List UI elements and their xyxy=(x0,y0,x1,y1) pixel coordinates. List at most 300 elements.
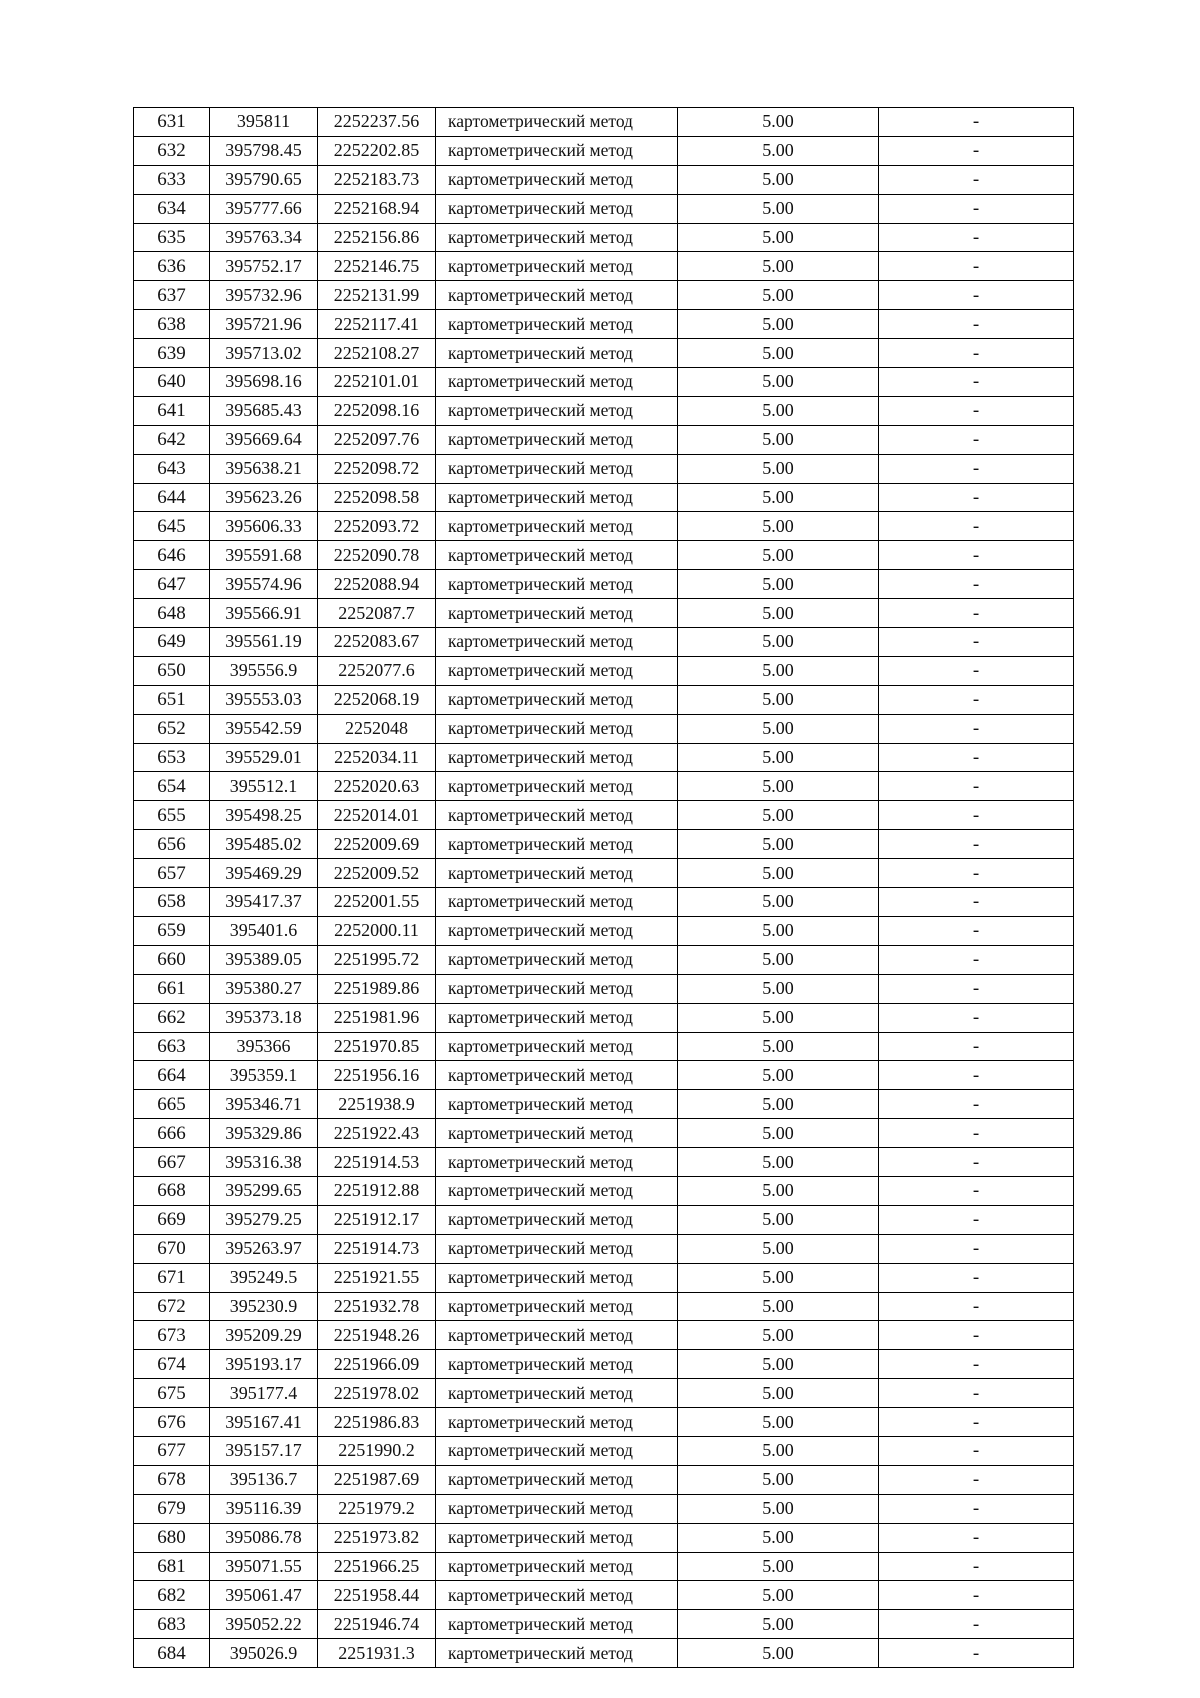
x-coordinate-cell: 395401.6 xyxy=(210,916,318,945)
accuracy-cell: 5.00 xyxy=(678,1523,879,1552)
y-coordinate-cell: 2251912.88 xyxy=(318,1176,436,1205)
y-coordinate-cell: 2252098.16 xyxy=(318,396,436,425)
method-cell: картометрический метод xyxy=(436,1119,678,1148)
method-cell: картометрический метод xyxy=(436,599,678,628)
point-number-cell: 640 xyxy=(134,368,210,397)
note-cell: - xyxy=(879,310,1074,339)
y-coordinate-cell: 2252168.94 xyxy=(318,194,436,223)
note-cell: - xyxy=(879,194,1074,223)
accuracy-cell: 5.00 xyxy=(678,223,879,252)
x-coordinate-cell: 395669.64 xyxy=(210,425,318,454)
note-cell: - xyxy=(879,512,1074,541)
y-coordinate-cell: 2252202.85 xyxy=(318,136,436,165)
note-cell: - xyxy=(879,396,1074,425)
accuracy-cell: 5.00 xyxy=(678,628,879,657)
table-row xyxy=(134,888,1074,917)
x-coordinate-cell: 395116.39 xyxy=(210,1494,318,1523)
accuracy-cell: 5.00 xyxy=(678,454,879,483)
y-coordinate-cell: 2252083.67 xyxy=(318,628,436,657)
note-cell: - xyxy=(879,1350,1074,1379)
accuracy-cell: 5.00 xyxy=(678,1003,879,1032)
point-number-cell: 639 xyxy=(134,339,210,368)
x-coordinate-cell: 395316.38 xyxy=(210,1148,318,1177)
accuracy-cell: 5.00 xyxy=(678,570,879,599)
method-cell: картометрический метод xyxy=(436,1032,678,1061)
y-coordinate-cell: 2251948.26 xyxy=(318,1321,436,1350)
point-number-cell: 644 xyxy=(134,483,210,512)
method-cell: картометрический метод xyxy=(436,454,678,483)
note-cell: - xyxy=(879,281,1074,310)
method-cell: картометрический метод xyxy=(436,1436,678,1465)
table-row xyxy=(134,570,1074,599)
x-coordinate-cell: 395469.29 xyxy=(210,859,318,888)
note-cell: - xyxy=(879,1408,1074,1437)
table-row xyxy=(134,512,1074,541)
note-cell: - xyxy=(879,1552,1074,1581)
method-cell: картометрический метод xyxy=(436,916,678,945)
x-coordinate-cell: 395763.34 xyxy=(210,223,318,252)
point-number-cell: 679 xyxy=(134,1494,210,1523)
table-row xyxy=(134,916,1074,945)
accuracy-cell: 5.00 xyxy=(678,512,879,541)
accuracy-cell: 5.00 xyxy=(678,165,879,194)
table-row xyxy=(134,1263,1074,1292)
point-number-cell: 642 xyxy=(134,425,210,454)
coordinates-table xyxy=(133,107,1074,1668)
point-number-cell: 634 xyxy=(134,194,210,223)
note-cell: - xyxy=(879,1148,1074,1177)
accuracy-cell: 5.00 xyxy=(678,743,879,772)
point-number-cell: 680 xyxy=(134,1523,210,1552)
accuracy-cell: 5.00 xyxy=(678,1321,879,1350)
method-cell: картометрический метод xyxy=(436,368,678,397)
note-cell: - xyxy=(879,1032,1074,1061)
method-cell: картометрический метод xyxy=(436,1176,678,1205)
table-row xyxy=(134,252,1074,281)
table-row xyxy=(134,1234,1074,1263)
point-number-cell: 677 xyxy=(134,1436,210,1465)
accuracy-cell: 5.00 xyxy=(678,859,879,888)
accuracy-cell: 5.00 xyxy=(678,425,879,454)
note-cell: - xyxy=(879,223,1074,252)
point-number-cell: 631 xyxy=(134,108,210,137)
y-coordinate-cell: 2252183.73 xyxy=(318,165,436,194)
note-cell: - xyxy=(879,685,1074,714)
x-coordinate-cell: 395329.86 xyxy=(210,1119,318,1148)
point-number-cell: 667 xyxy=(134,1148,210,1177)
y-coordinate-cell: 2251966.09 xyxy=(318,1350,436,1379)
table-row xyxy=(134,108,1074,137)
point-number-cell: 638 xyxy=(134,310,210,339)
point-number-cell: 633 xyxy=(134,165,210,194)
method-cell: картометрический метод xyxy=(436,1061,678,1090)
x-coordinate-cell: 395230.9 xyxy=(210,1292,318,1321)
method-cell: картометрический метод xyxy=(436,1003,678,1032)
x-coordinate-cell: 395811 xyxy=(210,108,318,137)
method-cell: картометрический метод xyxy=(436,252,678,281)
x-coordinate-cell: 395052.22 xyxy=(210,1610,318,1639)
y-coordinate-cell: 2251981.96 xyxy=(318,1003,436,1032)
method-cell: картометрический метод xyxy=(436,136,678,165)
method-cell: картометрический метод xyxy=(436,772,678,801)
method-cell: картометрический метод xyxy=(436,888,678,917)
table-row xyxy=(134,1032,1074,1061)
x-coordinate-cell: 395574.96 xyxy=(210,570,318,599)
x-coordinate-cell: 395529.01 xyxy=(210,743,318,772)
point-number-cell: 671 xyxy=(134,1263,210,1292)
method-cell: картометрический метод xyxy=(436,628,678,657)
y-coordinate-cell: 2252237.56 xyxy=(318,108,436,137)
note-cell: - xyxy=(879,859,1074,888)
note-cell: - xyxy=(879,714,1074,743)
method-cell: картометрический метод xyxy=(436,1523,678,1552)
accuracy-cell: 5.00 xyxy=(678,1176,879,1205)
note-cell: - xyxy=(879,1263,1074,1292)
x-coordinate-cell: 395136.7 xyxy=(210,1465,318,1494)
x-coordinate-cell: 395299.65 xyxy=(210,1176,318,1205)
table-row xyxy=(134,165,1074,194)
note-cell: - xyxy=(879,772,1074,801)
note-cell: - xyxy=(879,599,1074,628)
y-coordinate-cell: 2252090.78 xyxy=(318,541,436,570)
method-cell: картометрический метод xyxy=(436,425,678,454)
point-number-cell: 659 xyxy=(134,916,210,945)
y-coordinate-cell: 2251978.02 xyxy=(318,1379,436,1408)
x-coordinate-cell: 395553.03 xyxy=(210,685,318,714)
y-coordinate-cell: 2252020.63 xyxy=(318,772,436,801)
table-row xyxy=(134,656,1074,685)
accuracy-cell: 5.00 xyxy=(678,108,879,137)
y-coordinate-cell: 2252108.27 xyxy=(318,339,436,368)
accuracy-cell: 5.00 xyxy=(678,1581,879,1610)
note-cell: - xyxy=(879,136,1074,165)
accuracy-cell: 5.00 xyxy=(678,1610,879,1639)
point-number-cell: 641 xyxy=(134,396,210,425)
x-coordinate-cell: 395209.29 xyxy=(210,1321,318,1350)
accuracy-cell: 5.00 xyxy=(678,1494,879,1523)
table-row xyxy=(134,194,1074,223)
y-coordinate-cell: 2252093.72 xyxy=(318,512,436,541)
table-row xyxy=(134,1061,1074,1090)
y-coordinate-cell: 2251989.86 xyxy=(318,974,436,1003)
table-row xyxy=(134,743,1074,772)
y-coordinate-cell: 2251931.3 xyxy=(318,1639,436,1668)
table-row xyxy=(134,425,1074,454)
x-coordinate-cell: 395366 xyxy=(210,1032,318,1061)
note-cell: - xyxy=(879,1292,1074,1321)
x-coordinate-cell: 395566.91 xyxy=(210,599,318,628)
note-cell: - xyxy=(879,483,1074,512)
note-cell: - xyxy=(879,1639,1074,1668)
y-coordinate-cell: 2251946.74 xyxy=(318,1610,436,1639)
point-number-cell: 651 xyxy=(134,685,210,714)
x-coordinate-cell: 395752.17 xyxy=(210,252,318,281)
y-coordinate-cell: 2251970.85 xyxy=(318,1032,436,1061)
accuracy-cell: 5.00 xyxy=(678,945,879,974)
method-cell: картометрический метод xyxy=(436,1552,678,1581)
method-cell: картометрический метод xyxy=(436,974,678,1003)
x-coordinate-cell: 395193.17 xyxy=(210,1350,318,1379)
point-number-cell: 656 xyxy=(134,830,210,859)
y-coordinate-cell: 2251938.9 xyxy=(318,1090,436,1119)
table-row xyxy=(134,1205,1074,1234)
point-number-cell: 652 xyxy=(134,714,210,743)
note-cell: - xyxy=(879,1436,1074,1465)
x-coordinate-cell: 395561.19 xyxy=(210,628,318,657)
note-cell: - xyxy=(879,165,1074,194)
y-coordinate-cell: 2252087.7 xyxy=(318,599,436,628)
x-coordinate-cell: 395061.47 xyxy=(210,1581,318,1610)
y-coordinate-cell: 2252098.72 xyxy=(318,454,436,483)
note-cell: - xyxy=(879,1119,1074,1148)
point-number-cell: 683 xyxy=(134,1610,210,1639)
note-cell: - xyxy=(879,1061,1074,1090)
table-row xyxy=(134,772,1074,801)
point-number-cell: 635 xyxy=(134,223,210,252)
point-number-cell: 665 xyxy=(134,1090,210,1119)
point-number-cell: 646 xyxy=(134,541,210,570)
table-row xyxy=(134,1581,1074,1610)
x-coordinate-cell: 395698.16 xyxy=(210,368,318,397)
x-coordinate-cell: 395389.05 xyxy=(210,945,318,974)
x-coordinate-cell: 395346.71 xyxy=(210,1090,318,1119)
y-coordinate-cell: 2252097.76 xyxy=(318,425,436,454)
note-cell: - xyxy=(879,830,1074,859)
method-cell: картометрический метод xyxy=(436,281,678,310)
note-cell: - xyxy=(879,368,1074,397)
accuracy-cell: 5.00 xyxy=(678,1032,879,1061)
y-coordinate-cell: 2252098.58 xyxy=(318,483,436,512)
accuracy-cell: 5.00 xyxy=(678,1436,879,1465)
table-row xyxy=(134,859,1074,888)
x-coordinate-cell: 395026.9 xyxy=(210,1639,318,1668)
note-cell: - xyxy=(879,974,1074,1003)
y-coordinate-cell: 2252131.99 xyxy=(318,281,436,310)
method-cell: картометрический метод xyxy=(436,1090,678,1119)
x-coordinate-cell: 395373.18 xyxy=(210,1003,318,1032)
accuracy-cell: 5.00 xyxy=(678,1234,879,1263)
table-row xyxy=(134,483,1074,512)
x-coordinate-cell: 395591.68 xyxy=(210,541,318,570)
note-cell: - xyxy=(879,252,1074,281)
table-row xyxy=(134,396,1074,425)
method-cell: картометрический метод xyxy=(436,339,678,368)
point-number-cell: 658 xyxy=(134,888,210,917)
y-coordinate-cell: 2252088.94 xyxy=(318,570,436,599)
method-cell: картометрический метод xyxy=(436,1408,678,1437)
note-cell: - xyxy=(879,541,1074,570)
table-row xyxy=(134,1379,1074,1408)
x-coordinate-cell: 395623.26 xyxy=(210,483,318,512)
accuracy-cell: 5.00 xyxy=(678,830,879,859)
x-coordinate-cell: 395498.25 xyxy=(210,801,318,830)
table-row xyxy=(134,454,1074,483)
y-coordinate-cell: 2251990.2 xyxy=(318,1436,436,1465)
table-row xyxy=(134,1292,1074,1321)
note-cell: - xyxy=(879,425,1074,454)
accuracy-cell: 5.00 xyxy=(678,772,879,801)
accuracy-cell: 5.00 xyxy=(678,252,879,281)
table-row xyxy=(134,714,1074,743)
table-row xyxy=(134,1090,1074,1119)
y-coordinate-cell: 2252068.19 xyxy=(318,685,436,714)
table-row xyxy=(134,310,1074,339)
y-coordinate-cell: 2252077.6 xyxy=(318,656,436,685)
table-row xyxy=(134,801,1074,830)
point-number-cell: 648 xyxy=(134,599,210,628)
x-coordinate-cell: 395086.78 xyxy=(210,1523,318,1552)
y-coordinate-cell: 2252146.75 xyxy=(318,252,436,281)
table-row xyxy=(134,599,1074,628)
note-cell: - xyxy=(879,454,1074,483)
note-cell: - xyxy=(879,108,1074,137)
table-row xyxy=(134,1176,1074,1205)
x-coordinate-cell: 395638.21 xyxy=(210,454,318,483)
y-coordinate-cell: 2251914.73 xyxy=(318,1234,436,1263)
table-row xyxy=(134,1119,1074,1148)
y-coordinate-cell: 2252101.01 xyxy=(318,368,436,397)
accuracy-cell: 5.00 xyxy=(678,1090,879,1119)
accuracy-cell: 5.00 xyxy=(678,541,879,570)
point-number-cell: 636 xyxy=(134,252,210,281)
method-cell: картометрический метод xyxy=(436,743,678,772)
x-coordinate-cell: 395685.43 xyxy=(210,396,318,425)
y-coordinate-cell: 2252034.11 xyxy=(318,743,436,772)
method-cell: картометрический метод xyxy=(436,1639,678,1668)
point-number-cell: 662 xyxy=(134,1003,210,1032)
point-number-cell: 647 xyxy=(134,570,210,599)
method-cell: картометрический метод xyxy=(436,656,678,685)
table-row xyxy=(134,1465,1074,1494)
y-coordinate-cell: 2251932.78 xyxy=(318,1292,436,1321)
method-cell: картометрический метод xyxy=(436,1494,678,1523)
accuracy-cell: 5.00 xyxy=(678,1408,879,1437)
accuracy-cell: 5.00 xyxy=(678,1350,879,1379)
x-coordinate-cell: 395417.37 xyxy=(210,888,318,917)
accuracy-cell: 5.00 xyxy=(678,1205,879,1234)
method-cell: картометрический метод xyxy=(436,1292,678,1321)
accuracy-cell: 5.00 xyxy=(678,396,879,425)
accuracy-cell: 5.00 xyxy=(678,656,879,685)
y-coordinate-cell: 2251986.83 xyxy=(318,1408,436,1437)
table-row xyxy=(134,830,1074,859)
x-coordinate-cell: 395721.96 xyxy=(210,310,318,339)
method-cell: картометрический метод xyxy=(436,165,678,194)
note-cell: - xyxy=(879,945,1074,974)
method-cell: картометрический метод xyxy=(436,1321,678,1350)
accuracy-cell: 5.00 xyxy=(678,310,879,339)
note-cell: - xyxy=(879,1176,1074,1205)
y-coordinate-cell: 2252156.86 xyxy=(318,223,436,252)
note-cell: - xyxy=(879,1494,1074,1523)
table-row xyxy=(134,339,1074,368)
note-cell: - xyxy=(879,1205,1074,1234)
method-cell: картометрический метод xyxy=(436,1610,678,1639)
table-row xyxy=(134,368,1074,397)
x-coordinate-cell: 395071.55 xyxy=(210,1552,318,1581)
accuracy-cell: 5.00 xyxy=(678,1148,879,1177)
method-cell: картометрический метод xyxy=(436,1148,678,1177)
table-row xyxy=(134,685,1074,714)
point-number-cell: 650 xyxy=(134,656,210,685)
table-row xyxy=(134,541,1074,570)
method-cell: картометрический метод xyxy=(436,512,678,541)
method-cell: картометрический метод xyxy=(436,1465,678,1494)
method-cell: картометрический метод xyxy=(436,859,678,888)
table-row xyxy=(134,1148,1074,1177)
point-number-cell: 649 xyxy=(134,628,210,657)
method-cell: картометрический метод xyxy=(436,801,678,830)
method-cell: картометрический метод xyxy=(436,108,678,137)
point-number-cell: 673 xyxy=(134,1321,210,1350)
note-cell: - xyxy=(879,801,1074,830)
point-number-cell: 669 xyxy=(134,1205,210,1234)
x-coordinate-cell: 395542.59 xyxy=(210,714,318,743)
point-number-cell: 643 xyxy=(134,454,210,483)
y-coordinate-cell: 2251966.25 xyxy=(318,1552,436,1581)
accuracy-cell: 5.00 xyxy=(678,136,879,165)
point-number-cell: 637 xyxy=(134,281,210,310)
x-coordinate-cell: 395713.02 xyxy=(210,339,318,368)
accuracy-cell: 5.00 xyxy=(678,1061,879,1090)
note-cell: - xyxy=(879,1321,1074,1350)
table-row xyxy=(134,136,1074,165)
x-coordinate-cell: 395177.4 xyxy=(210,1379,318,1408)
note-cell: - xyxy=(879,1379,1074,1408)
accuracy-cell: 5.00 xyxy=(678,1552,879,1581)
accuracy-cell: 5.00 xyxy=(678,368,879,397)
accuracy-cell: 5.00 xyxy=(678,281,879,310)
note-cell: - xyxy=(879,743,1074,772)
x-coordinate-cell: 395263.97 xyxy=(210,1234,318,1263)
y-coordinate-cell: 2252048 xyxy=(318,714,436,743)
note-cell: - xyxy=(879,888,1074,917)
point-number-cell: 674 xyxy=(134,1350,210,1379)
accuracy-cell: 5.00 xyxy=(678,483,879,512)
method-cell: картометрический метод xyxy=(436,830,678,859)
x-coordinate-cell: 395359.1 xyxy=(210,1061,318,1090)
x-coordinate-cell: 395790.65 xyxy=(210,165,318,194)
note-cell: - xyxy=(879,656,1074,685)
table-row xyxy=(134,1350,1074,1379)
point-number-cell: 660 xyxy=(134,945,210,974)
accuracy-cell: 5.00 xyxy=(678,1379,879,1408)
table-row xyxy=(134,1494,1074,1523)
x-coordinate-cell: 395380.27 xyxy=(210,974,318,1003)
table-row xyxy=(134,974,1074,1003)
table-row xyxy=(134,1321,1074,1350)
y-coordinate-cell: 2252117.41 xyxy=(318,310,436,339)
method-cell: картометрический метод xyxy=(436,1350,678,1379)
accuracy-cell: 5.00 xyxy=(678,1119,879,1148)
table-row xyxy=(134,1408,1074,1437)
y-coordinate-cell: 2251973.82 xyxy=(318,1523,436,1552)
y-coordinate-cell: 2252000.11 xyxy=(318,916,436,945)
note-cell: - xyxy=(879,1234,1074,1263)
method-cell: картометрический метод xyxy=(436,685,678,714)
y-coordinate-cell: 2251987.69 xyxy=(318,1465,436,1494)
method-cell: картометрический метод xyxy=(436,570,678,599)
table-row xyxy=(134,1523,1074,1552)
point-number-cell: 672 xyxy=(134,1292,210,1321)
point-number-cell: 682 xyxy=(134,1581,210,1610)
note-cell: - xyxy=(879,339,1074,368)
accuracy-cell: 5.00 xyxy=(678,1639,879,1668)
point-number-cell: 664 xyxy=(134,1061,210,1090)
point-number-cell: 632 xyxy=(134,136,210,165)
accuracy-cell: 5.00 xyxy=(678,1465,879,1494)
method-cell: картометрический метод xyxy=(436,1234,678,1263)
